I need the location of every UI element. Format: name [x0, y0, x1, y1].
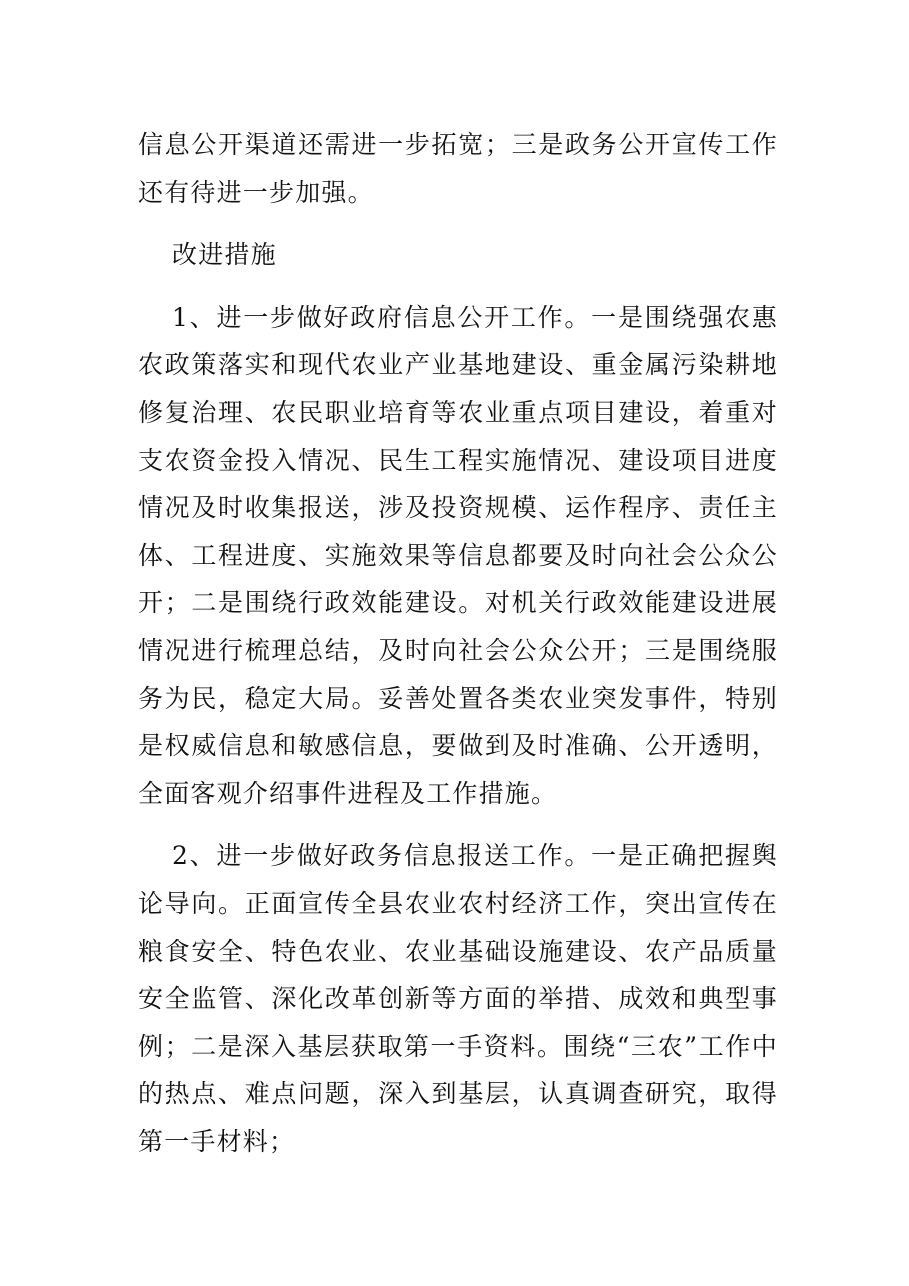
paragraph-gap — [138, 817, 778, 832]
paragraph-gap — [138, 216, 778, 231]
paragraph-gap — [138, 279, 778, 294]
section-heading: 改进措施 — [172, 240, 277, 270]
paragraph-item-1: 1、进一步做好政府信息公开工作。一是围绕强农惠农政策落实和现代农业产业基地建设、重金属污染耕地修复治理、农民职业培育等农业重点项目建设，着重对支农资金投入情况、民生工程实施情况、建设项目进度情况及时收集报送，涉及投资规模、运作程序、责任主体、工程进度、实施效果等信息都要及时向社会公众公开；二是围绕行政效能建设。对机关行政效能建设进展情况进行梳理总结，及时向社会公众公开；三是围绕服务为民，稳定大局。妥善处置各类农业突发事件，特别是权威信息和敏感信息，要做到及时准确、公开透明，全面客观介绍事件进程及工作措施。 — [138, 302, 778, 808]
paragraph-item-2: 2、进一步做好政务信息报送工作。一是正确把握舆论导向。正面宣传全县农业农村经济工作，突出宣传在粮食安全、特色农业、农业基础设施建设、农产品质量安全监管、深化改革创新等方面的举措、成效和典型事例；二是深入基层获取第一手资料。围绕“三农”工作中的热点、难点问题，深入到基层，认真调查研究，取得第一手材料； — [138, 841, 778, 1156]
paragraph-continuation: 信息公开渠道还需进一步拓宽；三是政务公开宣传工作还有待进一步加强。 — [138, 130, 778, 207]
document-body — [138, 121, 778, 1165]
